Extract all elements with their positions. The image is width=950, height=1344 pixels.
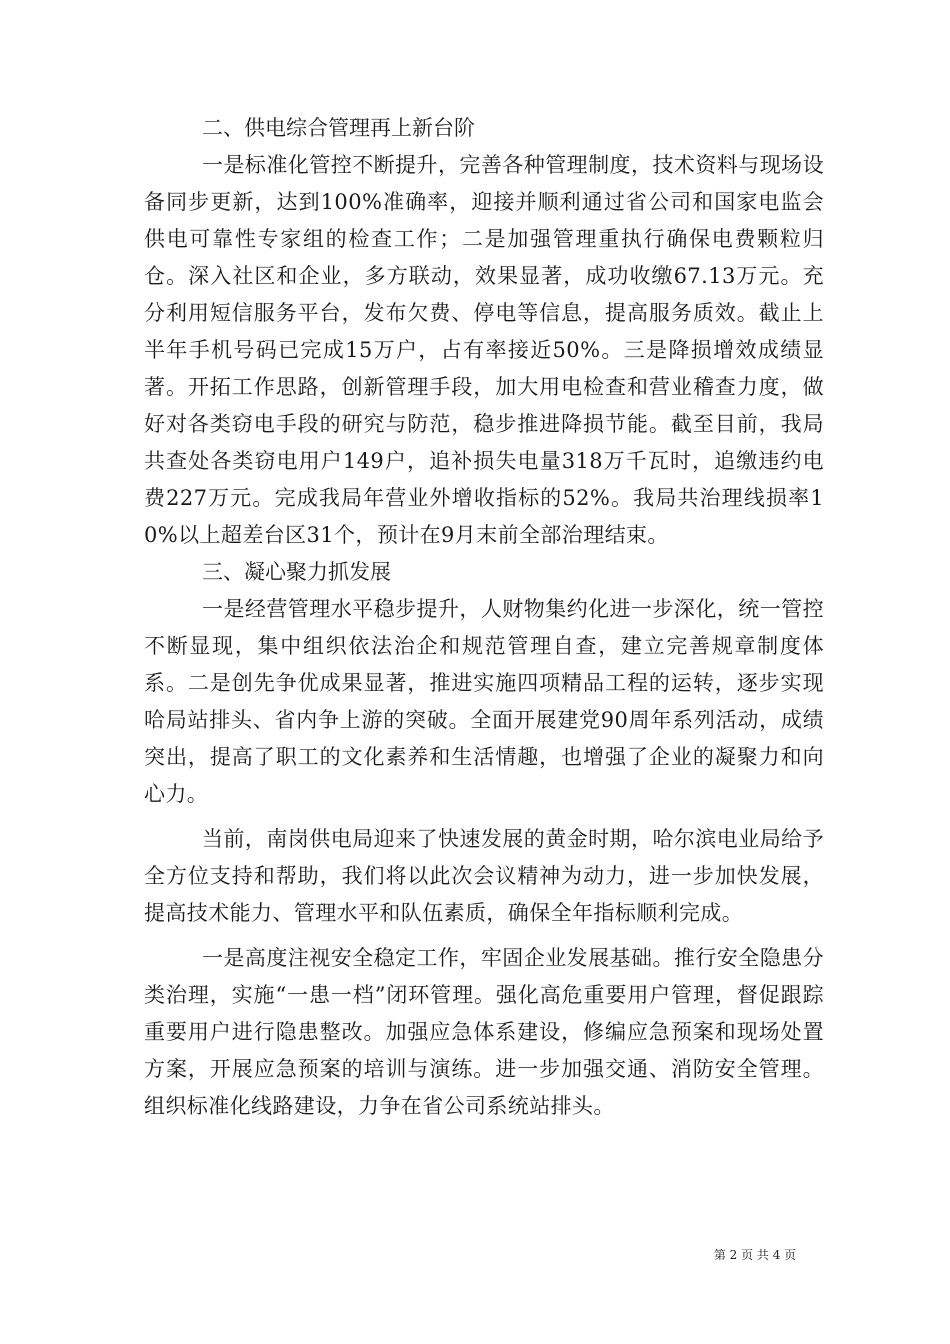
paragraph-supply-management: 一是标准化管控不断提升，完善各种管理制度，技术资料与现场设备同步更新，达到100%准确率，迎接并顺利通过省公司和国家电监会供电可靠性专家组的检查工作；二是加强管理重执行确保电费颗粒归仓。深入社区和企业，多方联动，效果显著，成功收缴67.13万元。充分利用短信服务平台，发布欠费、停电等信息，提高服务质效。截止上半年手机号码已完成15万户，占有率接近50%。三是降损增效成绩显著。开拓工作思路，创新管理手段，加大用电检查和营业稽查力度，做好对各类窃电手段的研究与防范，稳步推进降损节能。截至目前，我局共查处各类窃电用户149户，追补损失电量318万千瓦时，追缴违约电费227万元。完成我局年营业外增收指标的52%。我局共治理线损率10%以上超差台区31个，预计在9月末前全部治理结束。 [144, 153, 824, 547]
paragraph-gap [144, 932, 824, 940]
paragraph-development: 一是经营管理水平稳步提升，人财物集约化进一步深化，统一管控不断显现，集中组织依法治企和规范管理自查，建立完善规章制度体系。二是创先争优成果显著，推进实施四项精品工程的运转，逐步实现哈局站排头、省内争上游的突破。全面开展建党90周年系列活动，成绩突出，提高了职工的文化素养和生活情趣，也增强了企业的凝聚力和向心力。 [144, 597, 824, 806]
section-heading-2: 二、供电综合管理再上新台阶 [202, 116, 475, 140]
paragraph-safety-work: 一是高度注视安全稳定工作，牢固企业发展基础。推行安全隐患分类治理，实施“一患一档”闭环管理。强化高危重要用户管理，督促跟踪重要用户进行隐患整改。加强应急体系建设，修编应急预案和现场处置方案，开展应急预案的培训与演练。进一步加强交通、消防安全管理。组织标准化线路建设，力争在省公司系统站排头。 [144, 946, 824, 1118]
document-body [144, 110, 824, 1125]
section-heading-3: 三、凝心聚力抓发展 [202, 560, 391, 584]
page-number-footer: 第 2 页 共 4 页 [713, 1248, 797, 1262]
paragraph-current-situation: 当前，南岗供电局迎来了快速发展的黄金时期，哈尔滨电业局给予全方位支持和帮助，我们将以此次会议精神为动力，进一步加快发展，提高技术能力、管理水平和队伍素质，确保全年指标顺利完成。 [144, 827, 824, 925]
paragraph-gap [144, 813, 824, 821]
